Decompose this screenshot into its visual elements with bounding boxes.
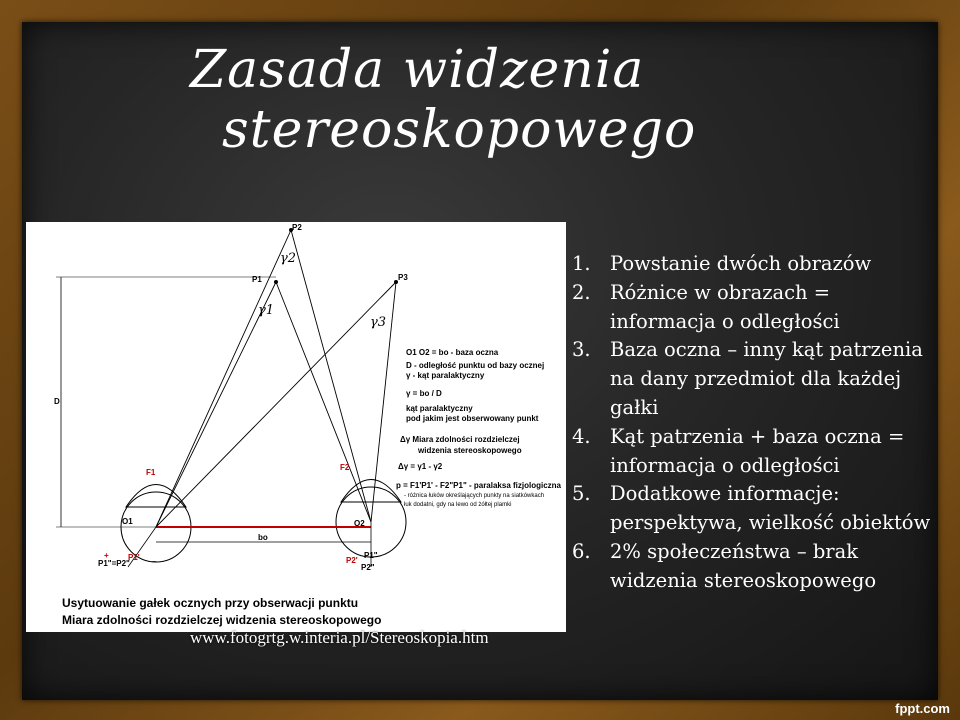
label-minus: – <box>152 557 157 566</box>
figure-caption-line1: Usytuowanie gałek ocznych przy obserwacji punktu <box>62 596 359 610</box>
point-p1 <box>274 280 278 284</box>
stereo-vision-list <box>572 250 932 596</box>
diagram-svg <box>26 222 566 632</box>
legend-line-11: - różnica łuków określających punkty na siatkówkach <box>404 493 545 499</box>
sight-line-right-p2 <box>291 230 371 522</box>
slide-title <box>190 40 910 160</box>
list-item <box>572 336 932 422</box>
legend-line-6: pod jakim jest obserwowany punkt <box>406 414 539 423</box>
label-f1: F1 <box>146 468 156 477</box>
label-p2: P2 <box>292 223 302 232</box>
list-item-text: Kąt patrzenia + baza oczna = informacja o odległości <box>610 424 905 477</box>
legend-line-3: γ - kąt paralaktyczny <box>406 371 485 380</box>
label-p1-double-prime: P1" <box>364 551 378 560</box>
label-gamma3: γ3 <box>370 315 387 330</box>
figure-caption-line2: Miara zdolności rozdzielczej widzenia stereoskopowego <box>62 613 382 627</box>
list-item <box>572 423 932 481</box>
label-plus: + <box>104 551 109 560</box>
list-item-number: 3. <box>572 338 591 362</box>
list-item <box>572 279 932 337</box>
list-item-text: Różnice w obrazach = informacja o odległości <box>610 280 840 333</box>
left-lens <box>126 485 186 508</box>
label-o1: O1 <box>122 517 133 526</box>
list-item-text: Baza oczna – inny kąt patrzenia na dany przedmiot dla każdej gałki <box>610 338 923 419</box>
slide-title-line2: stereoskopowego <box>222 100 697 160</box>
list-item <box>572 538 932 596</box>
label-p1-eq-p2: P1"=P2" <box>98 559 130 568</box>
list-item <box>572 250 932 279</box>
label-p2-prime: P2' <box>346 556 358 565</box>
legend-line-12: łuk dodatni, gdy na lewo od żółtej plamki <box>404 502 512 508</box>
legend-line-5: kąt paralaktyczny <box>406 404 473 413</box>
legend-line-2: D - odległość punktu od bazy ocznej <box>406 361 545 370</box>
legend-line-10: p = F1'P1' - F2"P1" - paralaksa fizjologiczna <box>396 481 561 490</box>
list-item-number: 6. <box>572 539 591 563</box>
label-p3: P3 <box>398 273 408 282</box>
label-gamma2: γ2 <box>280 251 297 266</box>
label-p1: P1 <box>252 275 262 284</box>
sight-line-right-p1 <box>276 282 371 522</box>
source-url: www.fotogrtg.w.interia.pl/Stereoskopia.htm <box>190 628 489 647</box>
sight-line-left-p1 <box>156 282 276 527</box>
list-item-number: 5. <box>572 482 591 506</box>
list-item-number: 2. <box>572 280 591 304</box>
diagram-legend <box>396 348 562 508</box>
label-p2-double-prime: P2" <box>361 563 375 572</box>
list-item-number: 4. <box>572 424 591 448</box>
list-item-number: 1. <box>572 252 591 275</box>
sight-line-left-p2 <box>156 230 291 527</box>
slide-title-line1: Zasada widzenia <box>190 40 645 100</box>
sight-line-left-p3 <box>156 282 396 527</box>
label-bo: bo <box>258 533 268 542</box>
legend-line-8: widzenia stereoskopowego <box>418 446 522 455</box>
legend-line-1: O1 O2 = bo - baza oczna <box>406 348 499 357</box>
label-d: D <box>54 397 60 406</box>
label-f2: F2 <box>340 463 350 472</box>
legend-line-7: Δγ Miara zdolności rozdzielczej <box>400 435 520 444</box>
stereoscopy-diagram <box>26 222 566 632</box>
label-o2: O2 <box>354 519 365 528</box>
right-lens <box>341 480 401 503</box>
list-item-text: Dodatkowe informacje: perspektywa, wielkość obiektów <box>610 482 931 535</box>
list-item-text: 2% społeczeństwa – brak widzenia stereoskopowego <box>610 539 877 592</box>
fppt-logo: fppt.com <box>895 701 950 716</box>
list-item <box>572 480 932 538</box>
legend-line-4: γ = bo / D <box>406 389 442 398</box>
list-item-text: Powstanie dwóch obrazów <box>610 252 872 275</box>
legend-line-9: Δγ = γ1 - γ2 <box>398 462 443 471</box>
label-p1-prime: P1' <box>128 553 140 562</box>
label-gamma1: γ1 <box>258 303 275 318</box>
